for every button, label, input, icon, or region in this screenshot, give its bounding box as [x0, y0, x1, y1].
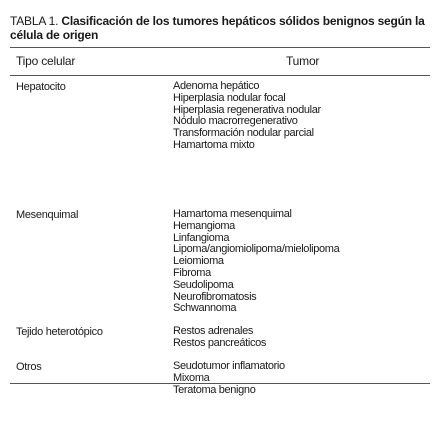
tumor-item: Seudolipoma	[173, 278, 234, 291]
tumor-list-mesenquimal	[173, 209, 428, 315]
tumor-list-hepatocito	[173, 81, 428, 152]
tumor-item: Mixoma	[173, 371, 210, 384]
table-bottom-rule	[10, 383, 430, 384]
tumor-item: Fibroma	[173, 266, 211, 279]
column-header-cell-type: Tipo celular	[16, 54, 76, 68]
tumor-item: Schwannoma	[173, 302, 237, 315]
tumor-item: Hamartoma mesenquimal	[173, 208, 292, 220]
tumor-item: Seudotumor inflamatorio	[173, 360, 285, 372]
tumor-item: Neurofibromatosis	[173, 290, 257, 303]
tumor-item: Hiperplasia nodular focal	[173, 91, 286, 104]
table-caption-title: Clasificación de los tumores hepáticos sólidos benignos según la célula de origen	[10, 14, 425, 42]
table-caption-label: TABLA 1.	[10, 14, 59, 28]
tumor-item: Transformación nodular parcial	[173, 127, 314, 140]
tumor-item: Linfangioma	[173, 231, 230, 244]
tumor-item: Hamartoma mixto	[173, 138, 255, 151]
row-label-hepatocito: Hepatocito	[16, 81, 66, 93]
row-label-otros: Otros	[16, 361, 42, 373]
tumor-item: Adenoma hepático	[173, 80, 260, 92]
tumor-item: Leiomioma	[173, 255, 224, 268]
tumor-item: Hiperplasia regenerativa nodular	[173, 103, 321, 116]
tumor-item: Lipoma/angiomiolipoma/mielolipoma	[173, 243, 340, 256]
tumor-list-tejido-heterotopico	[173, 326, 428, 350]
table-top-rule	[10, 47, 430, 48]
tumor-item: Teratoma benigno	[173, 383, 256, 396]
tumor-item: Hemangioma	[173, 219, 235, 232]
row-label-tejido-heterotopico: Tejido heterotópico	[16, 326, 103, 338]
tumor-item: Nódulo macrorregenerativo	[173, 115, 298, 128]
tumor-item: Restos pancreáticos	[173, 336, 267, 349]
table-header-rule	[10, 75, 430, 76]
tumor-item: Restos adrenales	[173, 325, 254, 337]
table-caption	[10, 14, 430, 42]
column-header-tumor: Tumor	[286, 54, 320, 68]
tumor-list-otros	[173, 361, 428, 396]
row-label-mesenquimal: Mesenquimal	[16, 209, 79, 221]
